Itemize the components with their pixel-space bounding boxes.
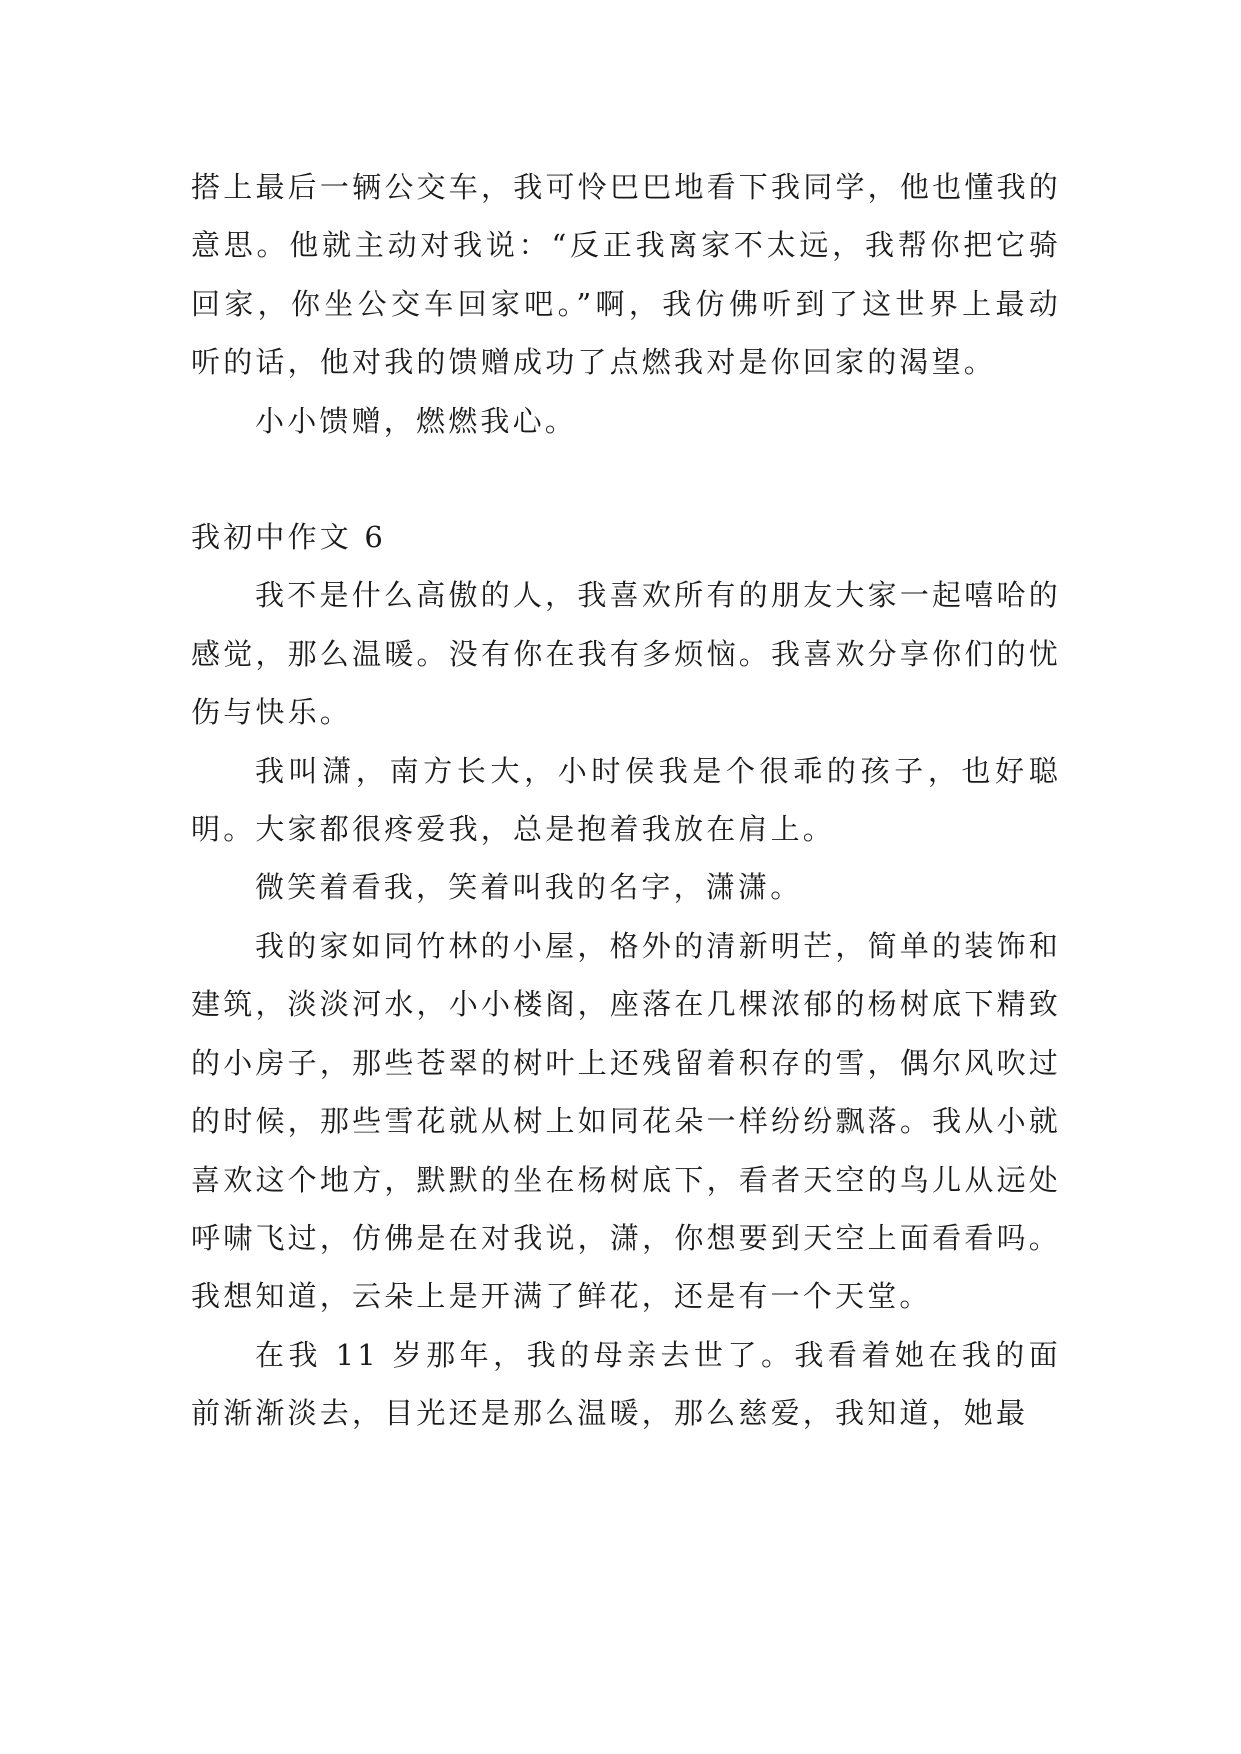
paragraph-home: 我的家如同竹林的小屋，格外的清新明芒，简单的装饰和建筑，淡淡河水，小小楼阁，座落在几棵浓郁的杨树底下精致的小房子，那些苍翠的树叶上还残留着积存的雪，偶尔风吹过的时候，那些雪花就从树上如同花朵一样纷纷飘落。我从小就喜欢这个地方，默默的坐在杨树底下，看者天空的鸟儿从远处呼啸飞过，仿佛是在对我说，潇，你想要到天空上面看看吗。我想知道，云朵上是开满了鲜花，还是有一个天堂。 [191,928,1061,1314]
paragraph-childhood: 我叫潇，南方长大，小时侯我是个很乖的孩子，也好聪明。大家都很疼爱我，总是抱着我放在肩上。 [191,753,1061,847]
paragraph-intro: 我不是什么高傲的人，我喜欢所有的朋友大家一起嘻哈的感觉，那么温暖。没有你在我有多烦恼。我喜欢分享你们的忧伤与快乐。 [191,578,1061,730]
essay-heading: 我初中作文 6 [191,520,387,555]
paragraph-summary: 小小馈赠，燃燃我心。 [255,403,578,438]
paragraph-mother: 在我 11 岁那年，我的母亲去世了。我看着她在我的面前渐渐淡去，目光还是那么温暖，那么慈爱，我知道，她最 [191,1337,1061,1431]
document-body [191,158,1061,1443]
paragraph-smile: 微笑着看我，笑着叫我的名字，潇潇。 [255,870,803,905]
paragraph-continuation: 搭上最后一辆公交车，我可怜巴巴地看下我同学，他也懂我的意思。他就主动对我说：“反正我离家不太远，我帮你把它骑回家，你坐公交车回家吧。”啊，我仿佛听到了这世界上最动听的话，他对我的馈赠成功了点燃我对是你回家的渴望。 [191,170,1061,380]
